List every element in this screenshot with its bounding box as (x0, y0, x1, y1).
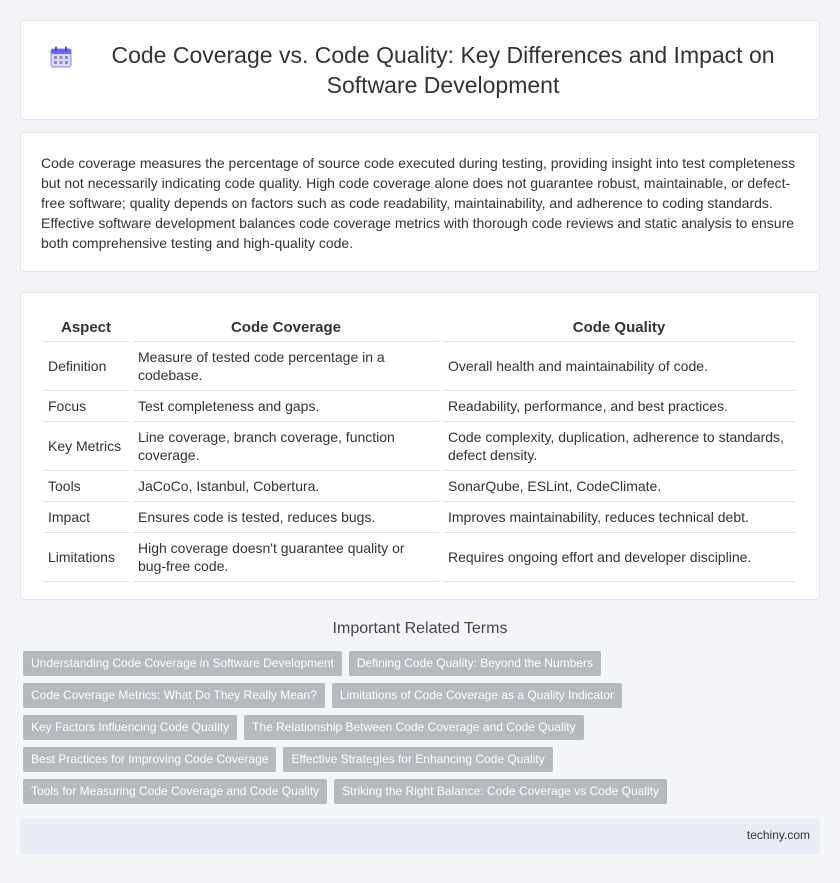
title-wrap (50, 40, 790, 100)
page-title: Code Coverage vs. Code Quality: Key Differences and Impact on Software Development (111, 42, 775, 98)
table-cell-quality: SonarQube, ESLint, CodeClimate. (443, 471, 795, 502)
table-row (43, 422, 795, 471)
table-row (43, 502, 795, 533)
calendar-icon (50, 46, 72, 68)
table-cell-aspect: Focus (43, 391, 129, 422)
table-cell-coverage: Measure of tested code percentage in a codebase. (133, 342, 439, 391)
related-term-tag[interactable]: Understanding Code Coverage in Software Development (23, 651, 342, 676)
table-row (43, 391, 795, 422)
footer-site-name[interactable]: techiny.com (746, 828, 810, 842)
table-cell-quality: Code complexity, duplication, adherence to standards, defect density. (443, 422, 795, 471)
related-term-tag[interactable]: Best Practices for Improving Code Coverage (23, 747, 276, 772)
related-term-tag[interactable]: Defining Code Quality: Beyond the Numbers (349, 651, 601, 676)
related-term-tag[interactable]: Tools for Measuring Code Coverage and Code Quality (23, 779, 327, 804)
header-aspect: Aspect (43, 313, 129, 342)
related-term-tag[interactable]: The Relationship Between Code Coverage and Code Quality (244, 715, 584, 740)
related-term-tag[interactable]: Limitations of Code Coverage as a Quality Indicator (332, 683, 622, 708)
table-cell-quality: Readability, performance, and best practices. (443, 391, 795, 422)
table-cell-quality: Requires ongoing effort and developer discipline. (443, 533, 795, 582)
table-row (43, 471, 795, 502)
table-header-row (43, 313, 795, 342)
tag-row (23, 651, 823, 676)
table-cell-aspect: Impact (43, 502, 129, 533)
table-cell-coverage: Ensures code is tested, reduces bugs. (133, 502, 439, 533)
tag-row (23, 779, 823, 804)
header-code-quality: Code Quality (443, 313, 795, 342)
related-term-tag[interactable]: Effective Strategies for Enhancing Code Quality (283, 747, 552, 772)
table-cell-aspect: Tools (43, 471, 129, 502)
footer-bar (20, 819, 820, 854)
related-term-tag[interactable]: Code Coverage Metrics: What Do They Really Mean? (23, 683, 325, 708)
tag-row (23, 747, 823, 772)
intro-card (20, 132, 820, 272)
tag-row (23, 683, 823, 708)
title-card (20, 20, 820, 120)
table-cell-quality: Improves maintainability, reduces technical debt. (443, 502, 795, 533)
table-cell-aspect: Limitations (43, 533, 129, 582)
related-term-tag[interactable]: Key Factors Influencing Code Quality (23, 715, 237, 740)
related-terms-list (23, 651, 823, 811)
table-cell-coverage: High coverage doesn't guarantee quality or bug-free code. (133, 533, 439, 582)
tag-row (23, 715, 823, 740)
table-row (43, 533, 795, 582)
table-cell-coverage: JaCoCo, Istanbul, Cobertura. (133, 471, 439, 502)
related-terms-title: Important Related Terms (332, 620, 508, 637)
related-term-tag[interactable]: Striking the Right Balance: Code Coverage vs Code Quality (334, 779, 667, 804)
table-cell-aspect: Definition (43, 342, 129, 391)
table-cell-coverage: Line coverage, branch coverage, function coverage. (133, 422, 439, 471)
header-code-coverage: Code Coverage (133, 313, 439, 342)
comparison-table (39, 313, 799, 582)
comparison-table-card (20, 292, 820, 600)
table-cell-coverage: Test completeness and gaps. (133, 391, 439, 422)
intro-paragraph: Code coverage measures the percentage of source code executed during testing, providing insight into test completeness but not necessarily indicating code quality. High code coverage alone does not guarantee robust, maintainable, or defect-free software; quality depends on factors such as code readability, maintainability, and adherence to coding standards. Effective software development balances code coverage metrics with thorough code reviews and static analysis to ensure both comprehensive testing and high-quality code. (41, 155, 796, 251)
table-cell-aspect: Key Metrics (43, 422, 129, 471)
table-row (43, 342, 795, 391)
table-cell-quality: Overall health and maintainability of code. (443, 342, 795, 391)
